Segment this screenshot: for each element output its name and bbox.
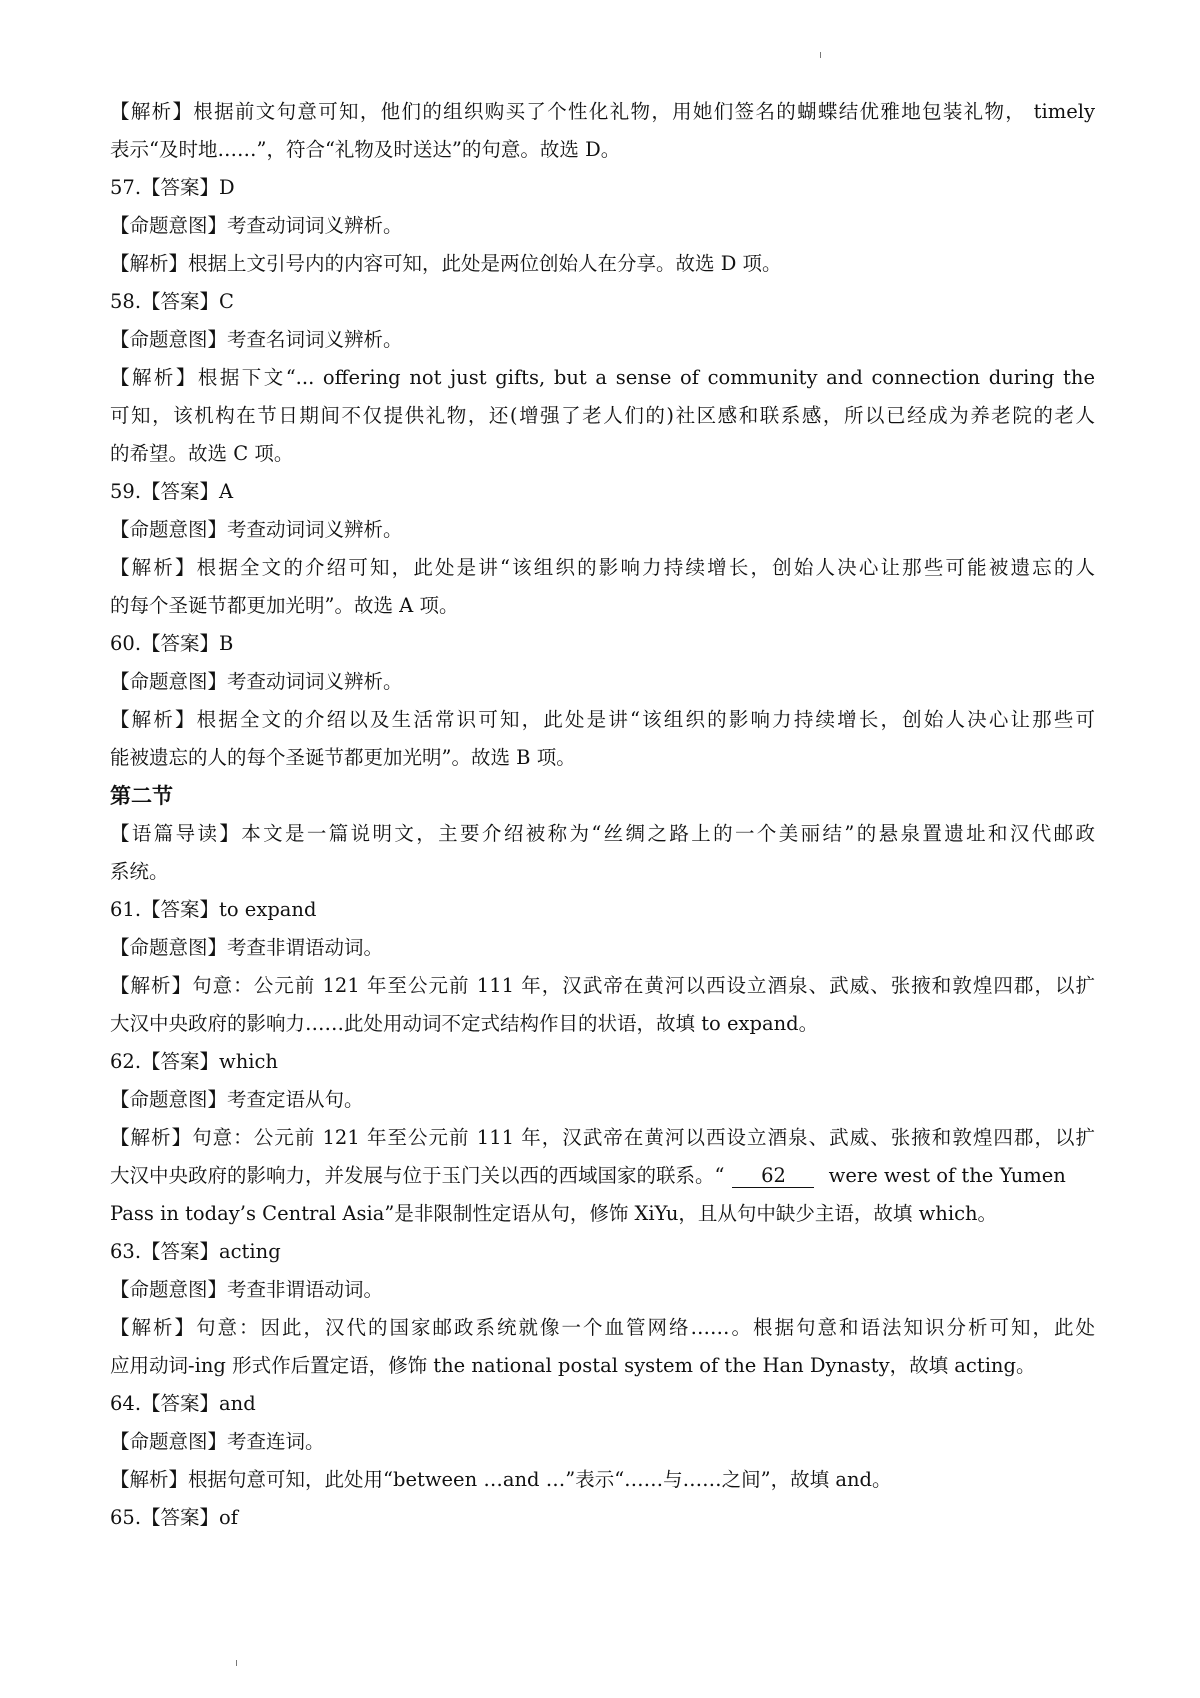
- text-line: [110, 93, 1095, 131]
- line-text: 63.【答案】acting: [110, 1240, 281, 1263]
- text-line: [110, 967, 1095, 1005]
- text-line: [110, 1271, 1095, 1309]
- line-text: 【命题意图】考查动词词义辨析。: [110, 670, 403, 693]
- line-text: 第二节: [110, 784, 173, 808]
- line-text: 【解析】根据句意可知，此处用“between …and …”表示“……与……之间”，故填 and。: [110, 1468, 892, 1491]
- line-text: 【命题意图】考查名词词义辨析。: [110, 328, 403, 351]
- line-text: 62.【答案】which: [110, 1050, 278, 1073]
- line-text: 【语篇导读】本文是一篇说明文，主要介绍被称为“丝绸之路上的一个美丽结”的悬泉置遗址和汉代邮政: [110, 822, 1095, 845]
- line-text: 表示“及时地……”，符合“礼物及时送达”的句意。故选 D。: [110, 138, 621, 161]
- text-line: [110, 1347, 1095, 1385]
- text-line: [110, 511, 1095, 549]
- line-text: 【命题意图】考查连词。: [110, 1430, 325, 1453]
- page-mark-top: [820, 52, 821, 58]
- line-text: 大汉中央政府的影响力……此处用动词不定式结构作目的状语，故填 to expand。: [110, 1012, 819, 1035]
- text-line: [110, 1119, 1095, 1157]
- text-line: [110, 1195, 1095, 1233]
- text-line: [110, 359, 1095, 397]
- line-text: 【命题意图】考查非谓语动词。: [110, 1278, 384, 1301]
- section-heading: [110, 777, 1095, 815]
- line-text: 的每个圣诞节都更加光明”。故选 A 项。: [110, 594, 459, 617]
- text-line: [110, 815, 1095, 853]
- text-line: [110, 663, 1095, 701]
- text-line: [110, 1081, 1095, 1119]
- text-line: [110, 853, 1095, 891]
- line-text: 大汉中央政府的影响力，并发展与位于玉门关以西的西域国家的联系。“: [110, 1164, 725, 1187]
- page-mark-bottom: [236, 1660, 237, 1666]
- text-line: [110, 169, 1095, 207]
- line-text: 【命题意图】考查非谓语动词。: [110, 936, 384, 959]
- line-text: 59.【答案】A: [110, 480, 234, 503]
- line-text: 【命题意图】考查动词词义辨析。: [110, 214, 403, 237]
- text-line: [110, 1423, 1095, 1461]
- text-line: [110, 435, 1095, 473]
- line-text: 【解析】根据下文“... offering not just gifts, but a sense of community and connection during the: [110, 366, 1095, 389]
- line-text: Pass in today’s Central Asia”是非限制性定语从句，修饰 XiYu，且从句中缺少主语，故填 which。: [110, 1202, 998, 1225]
- blank-62: 62: [732, 1165, 814, 1188]
- line-text: 【解析】句意：公元前 121 年至公元前 111 年，汉武帝在黄河以西设立酒泉、武威、张掖和敦煌四郡，以扩: [110, 1126, 1095, 1149]
- text-line: [110, 1461, 1095, 1499]
- line-text: 能被遗忘的人的每个圣诞节都更加光明”。故选 B 项。: [110, 746, 576, 769]
- line-text: 57.【答案】D: [110, 176, 235, 199]
- text-line: [110, 1157, 1095, 1195]
- text-line: [110, 625, 1095, 663]
- text-line: [110, 739, 1095, 777]
- text-line: [110, 891, 1095, 929]
- text-line: [110, 1309, 1095, 1347]
- text-line: [110, 1005, 1095, 1043]
- text-line: [110, 245, 1095, 283]
- text-line: [110, 397, 1095, 435]
- line-text: 65.【答案】of: [110, 1506, 238, 1529]
- line-text: 系统。: [110, 860, 169, 883]
- text-line: [110, 1385, 1095, 1423]
- line-text-after: were west of the Yumen: [822, 1164, 1066, 1187]
- line-text: 60.【答案】B: [110, 632, 234, 655]
- line-text: 64.【答案】and: [110, 1392, 256, 1415]
- line-text: 【解析】根据全文的介绍可知，此处是讲“该组织的影响力持续增长，创始人决心让那些可能被遗忘的人: [110, 556, 1095, 579]
- line-text: 【命题意图】考查动词词义辨析。: [110, 518, 403, 541]
- line-text: 【解析】根据全文的介绍以及生活常识可知，此处是讲“该组织的影响力持续增长，创始人决心让那些可: [110, 708, 1095, 731]
- line-text: 【解析】句意：公元前 121 年至公元前 111 年，汉武帝在黄河以西设立酒泉、武威、张掖和敦煌四郡，以扩: [110, 974, 1095, 997]
- line-text: 应用动词-ing 形式作后置定语，修饰 the national postal system of the Han Dynasty，故填 acting。: [110, 1354, 1036, 1377]
- line-text: 【解析】根据上文引号内的内容可知，此处是两位创始人在分享。故选 D 项。: [110, 252, 782, 275]
- text-line: [110, 929, 1095, 967]
- text-line: [110, 131, 1095, 169]
- line-text: 【解析】根据前文句意可知，他们的组织购买了个性化礼物，用她们签名的蝴蝶结优雅地包装礼物， timely: [110, 100, 1095, 123]
- line-text: 61.【答案】to expand: [110, 898, 317, 921]
- text-line: [110, 1043, 1095, 1081]
- line-text: 【命题意图】考查定语从句。: [110, 1088, 364, 1111]
- line-text: 可知，该机构在节日期间不仅提供礼物，还(增强了老人们的)社区感和联系感，所以已经成为养老院的老人: [110, 404, 1095, 427]
- line-text: 的希望。故选 C 项。: [110, 442, 294, 465]
- text-line: [110, 1233, 1095, 1271]
- text-line: [110, 207, 1095, 245]
- text-line: [110, 321, 1095, 359]
- answer-explanations: [110, 93, 1095, 1537]
- line-text: 【解析】句意：因此，汉代的国家邮政系统就像一个血管网络……。根据句意和语法知识分析可知，此处: [110, 1316, 1095, 1339]
- text-line: [110, 549, 1095, 587]
- text-line: [110, 1499, 1095, 1537]
- text-line: [110, 283, 1095, 321]
- text-line: [110, 587, 1095, 625]
- line-text: 58.【答案】C: [110, 290, 234, 313]
- text-line: [110, 701, 1095, 739]
- text-line: [110, 473, 1095, 511]
